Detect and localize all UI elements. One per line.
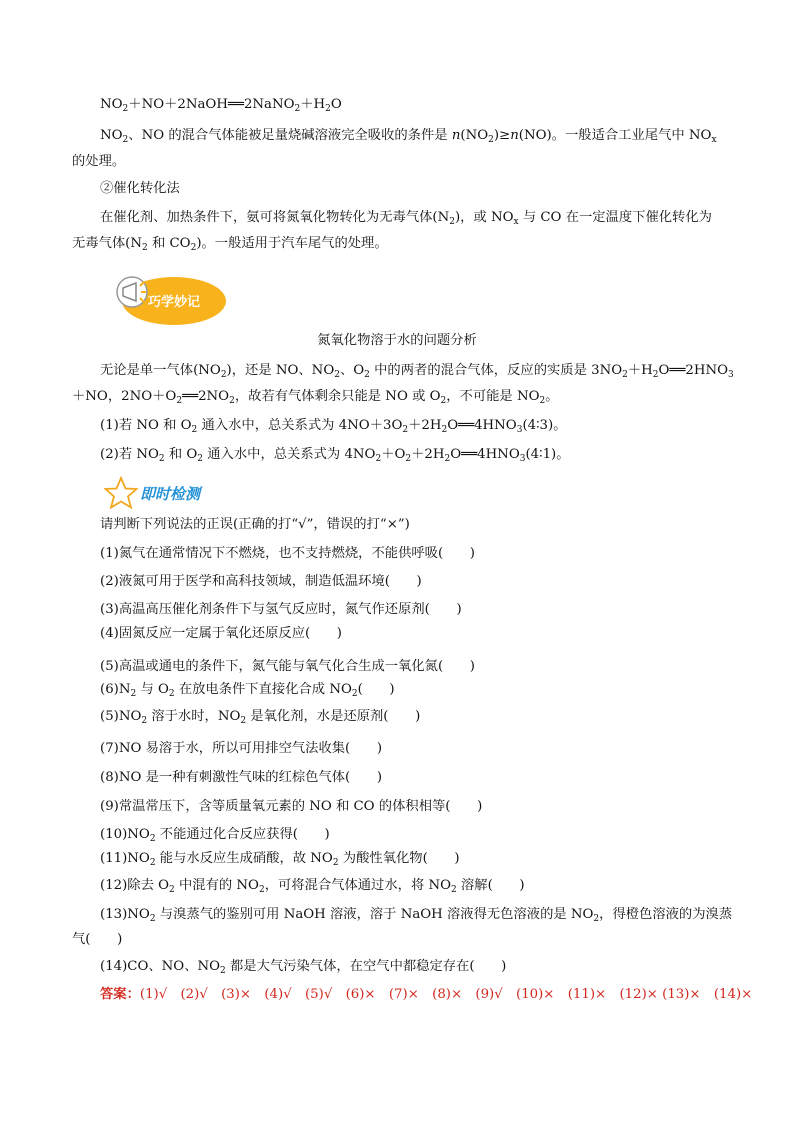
question-item: $(13)NO_2$ 与溴蒸气的鉴别可用 NaOH 溶液，溶于 NaOH 溶液得无色溶液的是 $NO_2$，得橙色溶液的为溴蒸	[100, 907, 733, 924]
question-item: (8)NO 是一种有刺激性气味的红棕色气体( )	[100, 770, 383, 785]
badge-label: 即时检测	[140, 485, 201, 503]
paragraph-line: 在催化剂、加热条件下，氨可将氮氧化物转化为无毒气体$(N_2)$，或 $NO_x$ 与 CO 在一定温度下催化转化为	[100, 210, 712, 227]
paragraph-line: (1)若 NO 和 $O_2$ 通入水中，总关系式为 $4NO+3O_2+2H_2O══4HNO_3(4∶3)$。	[100, 418, 567, 435]
paragraph-line: 无毒气体($N_2$ 和 $CO_2$)。一般适用于汽车尾气的处理。	[72, 236, 388, 253]
question-item: (3)高温高压催化剂条件下与氢气反应时，氮气作还原剂( )	[100, 602, 462, 617]
question-item: 气( )	[72, 932, 123, 947]
paragraph-line: $NO_2$、NO 的混合气体能被足量烧碱溶液完全吸收的条件是 $n(NO_2)\ge n(NO)$。一般适合工业尾气中 $NO_x$	[100, 128, 717, 145]
question-item: $(10)NO_2$ 不能通过化合反应获得( )	[100, 827, 330, 844]
answer-label: 答案：	[100, 987, 140, 1002]
equation-line: $NO_2+NO+2NaOH══2NaNO_2+H_2O$	[100, 97, 342, 114]
question-item: (2)液氮可用于医学和高科技领域，制造低温环境( )	[100, 574, 422, 589]
question-item: $(5)NO_2$ 溶于水时，$NO_2$ 是氧化剂，水是还原剂( )	[100, 709, 421, 726]
paragraph-line: (2)若 $NO_2$ 和 $O_2$ 通入水中，总关系式为 $4NO_2+O_2+2H_2O══4HNO_3(4∶1)$。	[100, 447, 570, 464]
instruction: 请判断下列说法的正误(正确的打“√”，错误的打“×”)	[100, 517, 410, 532]
question-item: (5)高温或通电的条件下，氮气能与氧气化合生成一氧化氮( )	[100, 659, 475, 674]
question-item: (1)氮气在通常情况下不燃烧，也不支持燃烧，不能供呼吸( )	[100, 546, 475, 561]
paragraph-line: 无论是单一气体$(NO_2)$，还是 NO、$NO_2$、$O_2$ 中的两者的混合气体，反应的实质是 $3NO_2+H_2O══2HNO_3$	[100, 363, 734, 380]
question-item: (7)NO 易溶于水，所以可用排空气法收集( )	[100, 741, 383, 756]
question-item: (9)常温常压下，含等质量氧元素的 NO 和 CO 的体积相等( )	[100, 799, 483, 814]
question-item: (14)CO、NO、$NO_2$ 都是大气污染气体，在空气中都稳定存在( )	[100, 959, 507, 976]
answer-line	[100, 986, 752, 1004]
tips-badge	[108, 270, 230, 328]
answer-text: (1)√ (2)√ (3)× (4)√ (5)√ (6)× (7)× (8)× (9)√ (10)× (11)× (12)× (13)× (14)×	[139, 987, 753, 1002]
badge-label: 巧学妙记	[148, 295, 201, 310]
section-heading: 氮氧化物溶于水的问题分析	[317, 333, 477, 348]
paragraph-line: 的处理。	[72, 154, 126, 169]
question-item: (12)除去 $O_2$ 中混有的 $NO_2$，可将混合气体通过水，将 $NO_2$ 溶解( )	[100, 878, 525, 895]
subheading: ②催化转化法	[100, 181, 180, 196]
star-icon	[106, 478, 137, 508]
question-item: $(6)N_2$ 与 $O_2$ 在放电条件下直接化合成 $NO_2$( )	[100, 682, 395, 699]
check-badge	[104, 476, 224, 510]
question-item: $(11)NO_2$ 能与水反应生成硝酸，故 $NO_2$ 为酸性氧化物( )	[100, 851, 460, 868]
question-item: (4)固氮反应一定属于氧化还原反应( )	[100, 626, 342, 641]
megaphone-icon	[117, 277, 147, 307]
paragraph-line: ＋NO，$2NO+O_2══2NO_2$，故若有气体剩余只能是 NO 或 $O_2$，不可能是 $NO_2$。	[72, 389, 559, 406]
